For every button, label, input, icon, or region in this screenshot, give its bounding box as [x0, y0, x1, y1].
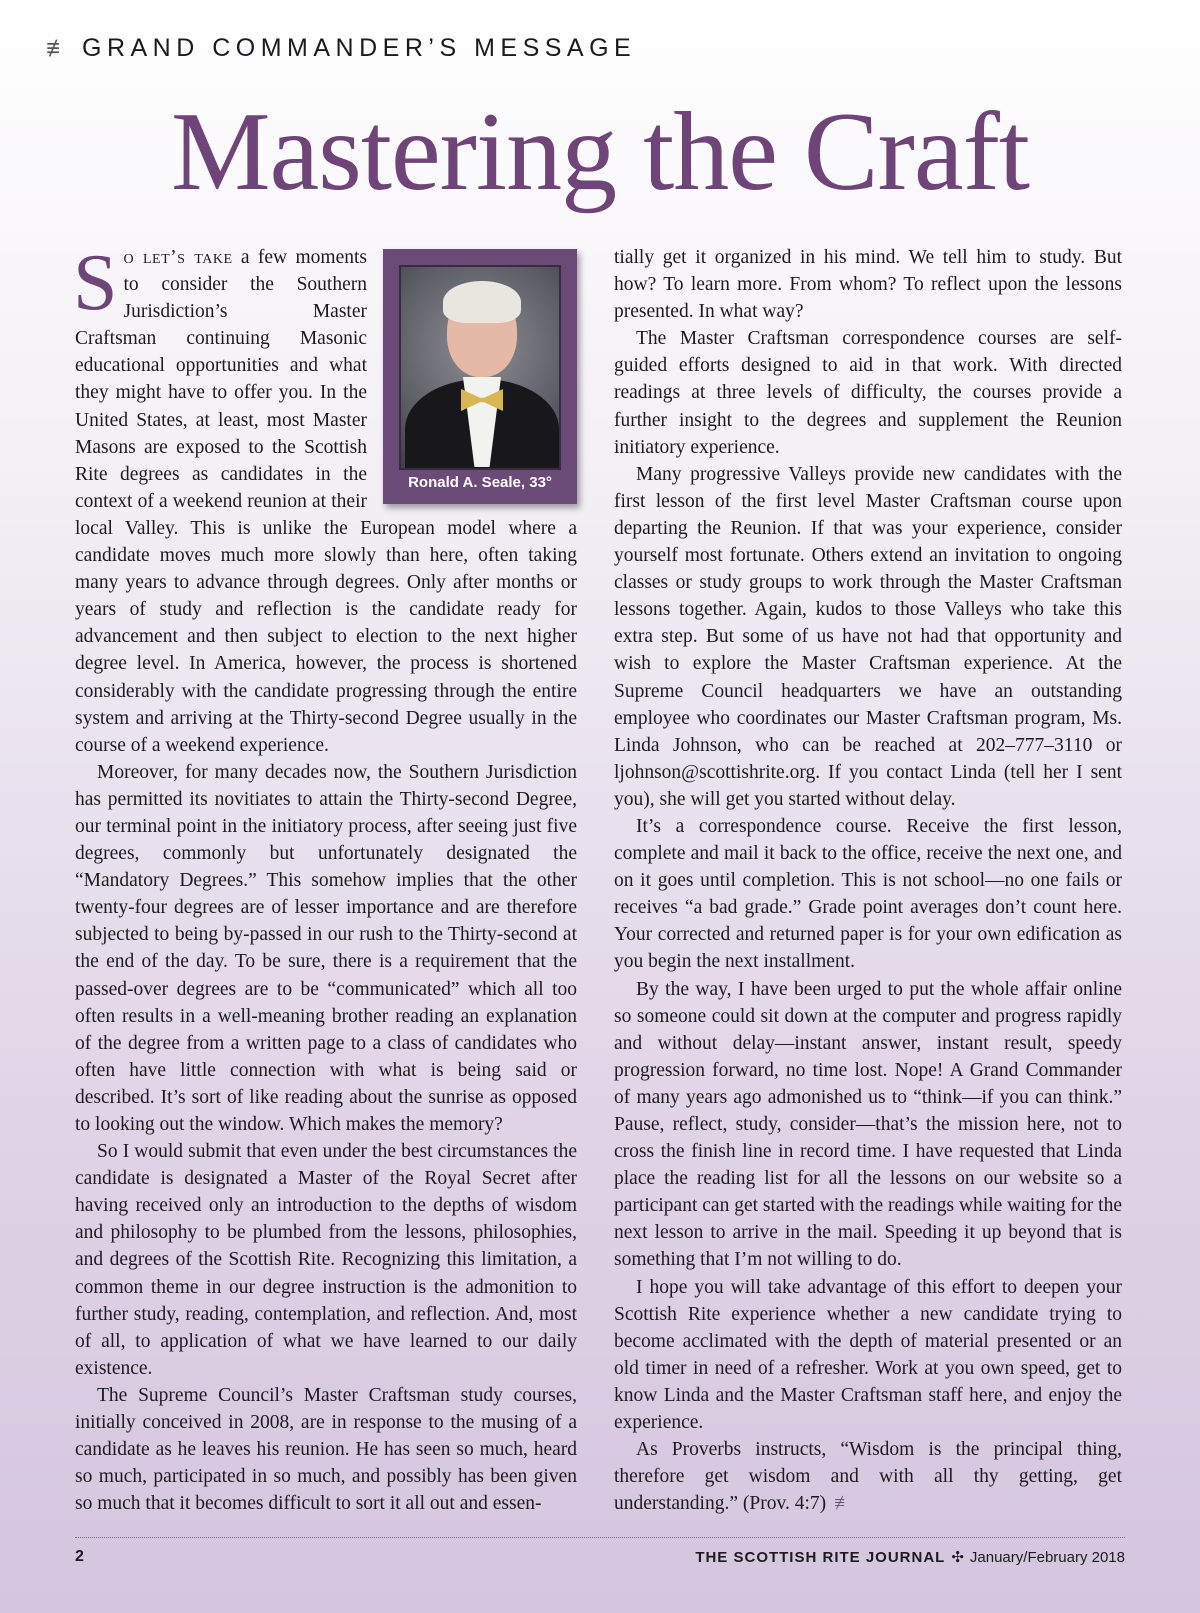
photo-caption: Ronald A. Seale, 33°: [408, 473, 552, 491]
article-column-right: [614, 244, 1122, 1517]
paragraph-3: So I would submit that even under the best circumstances the candidate is designated a Master of the Royal Secret after having received only an introduction to the depths of wisdom and philosophy to be plumbed from the lessons, philosophies, and degrees of the Scottish Rite. Recognizing this limitation, a common theme in our degree instruction is the admonition to further study, reading, contemplation, and reflection. And, most of all, to application of what we have learned to our daily existence.: [75, 1141, 577, 1379]
paragraph-7: It’s a correspondence course. Receive the first lesson, complete and mail it back to the office, receive the next one, and on it goes until completion. This is not school—no one fails or receives “a bad grade.” Grade point averages don’t count here. Your corrected and returned paper is for your own edification as you begin the next installment.: [614, 815, 1122, 973]
section-title: GRAND COMMANDER’S MESSAGE: [82, 34, 637, 62]
paragraph-1-text: a few moments to consider the Southern Jurisdiction’s Master Craftsman continuing Masonic educational opportunities and what they might have to offer you. In the United States, at least, most Master Masons are exposed to the Scottish Rite degrees as candidates in the context of a weekend reunion at their local Valley. This is unlike the European model where a candidate moves much more slowly than here, often taking many years to advance through degrees. Only after months or years of study and reflection is the candidate ready for advancement and then subject to election to the next higher degree level. In America, however, the process is shortened considerably with the candidate progressing through the entire system and arriving at the Thirty-second Degree usually in the course of a weekend experience.: [75, 247, 577, 756]
footer-divider: [75, 1537, 1125, 1538]
journal-name: THE SCOTTISH RITE JOURNAL: [695, 1549, 946, 1566]
author-photo-frame: [383, 249, 577, 504]
journal-issue: January/February 2018: [969, 1549, 1125, 1566]
end-mark-icon: ≢: [834, 1493, 854, 1515]
paragraph-8: By the way, I have been urged to put the whole affair online so someone could sit down at the computer and progress rapidly and without delay—instant answer, instant result, speedy progression forward, no time lost. Nope! A Grand Commander of many years ago admonished us to “think—if you can think.” Pause, reflect, study, consider—that’s the mission here, not to cross the finish line in record time. I have requested that Linda place the reading list for all the lessons on our website so a participant can get started with the readings while waiting for the next lesson to arrive in the mail. Speeding it up beyond that is something that I’m not willing to do.: [614, 978, 1122, 1271]
separator-icon: ✣: [951, 1549, 964, 1566]
paragraph-9: I hope you will take advantage of this effort to deepen your Scottish Rite experience whether a new candidate trying to become acclimated with the depth of material presented or an old timer in need of a refresher. Work at you own speed, get to know Linda and the Master Craftsman staff here, and enjoy the experience.: [614, 1276, 1122, 1434]
paragraph-4: The Supreme Council’s Master Craftsman study courses, initially conceived in 2008, are in response to the musing of a candidate as he leaves his reunion. He has seen so much, heard so much, participated in so much, and possibly has been given so much that it becomes difficult to sort it all out and essen-: [75, 1384, 577, 1515]
drop-cap: S: [73, 239, 118, 327]
section-mark-icon: ≢: [46, 34, 70, 62]
section-label: [46, 34, 636, 63]
article-headline: Mastering the Craft: [170, 90, 1030, 214]
paragraph-6: Many progressive Valleys provide new candidates with the first lesson of the first level Master Craftsman course upon departing the Reunion. If that was your experience, consider yourself most fortunate. Others extend an invitation to ongoing classes or study groups to work through the Master Craftsman lessons together. Again, kudos to those Valleys who take this extra step. But some of us have not had that opportunity and wish to explore the Master Craftsman experience. At the Supreme Council headquarters we have an outstanding employee who coordinates our Master Craftsman program, Ms. Linda Johnson, who can be reached at 202–777–3110 or ljohnson@scottishrite.org. If you contact Linda (tell her I sent you), she will get you started without delay.: [614, 463, 1122, 810]
paragraph-10: [614, 1436, 1122, 1517]
journal-footer: [695, 1548, 1125, 1566]
paragraph-2: Moreover, for many decades now, the Southern Jurisdiction has permitted its novitiates to attain the Thirty-second Degree, our terminal point in the initiatory process, after seeing just five degrees, commonly but unfortunately designated the “Mandatory Degrees.” This somehow implies that the other twenty-four degrees are of lesser importance and are therefore subjected to being by-passed in our rush to the Thirty-second at the end of the day. To be sure, there is a requirement that the passed-over degrees are to be “communicated” which all too often results in a well-meaning brother reading an explanation of the degree from a written page to a class of candidates who often have little connection with what is being said or described. It’s sort of like reading about the sunrise as opposed to looking out the window. Which makes the memory?: [75, 761, 577, 1135]
paragraph-10-text: As Proverbs instructs, “Wisdom is the principal thing, therefore get wisdom and with all thy getting, get understanding.” (Prov. 4:7): [614, 1439, 1122, 1515]
paragraph-5: The Master Craftsman correspondence courses are self-guided efforts designed to aid in that work. With directed readings at three levels of difficulty, the courses provide a further insight to the degrees and supplement the Reunion initiatory experience.: [614, 328, 1122, 458]
page-number: 2: [75, 1548, 84, 1565]
paragraph-4-continued: tially get it organized in his mind. We tell him to study. But how? To learn more. From whom? To reflect upon the lessons presented. In what way?: [614, 247, 1122, 323]
lead-in: o let’s take: [123, 247, 233, 268]
article-column-left: [73, 239, 577, 1517]
author-portrait: [399, 265, 561, 470]
